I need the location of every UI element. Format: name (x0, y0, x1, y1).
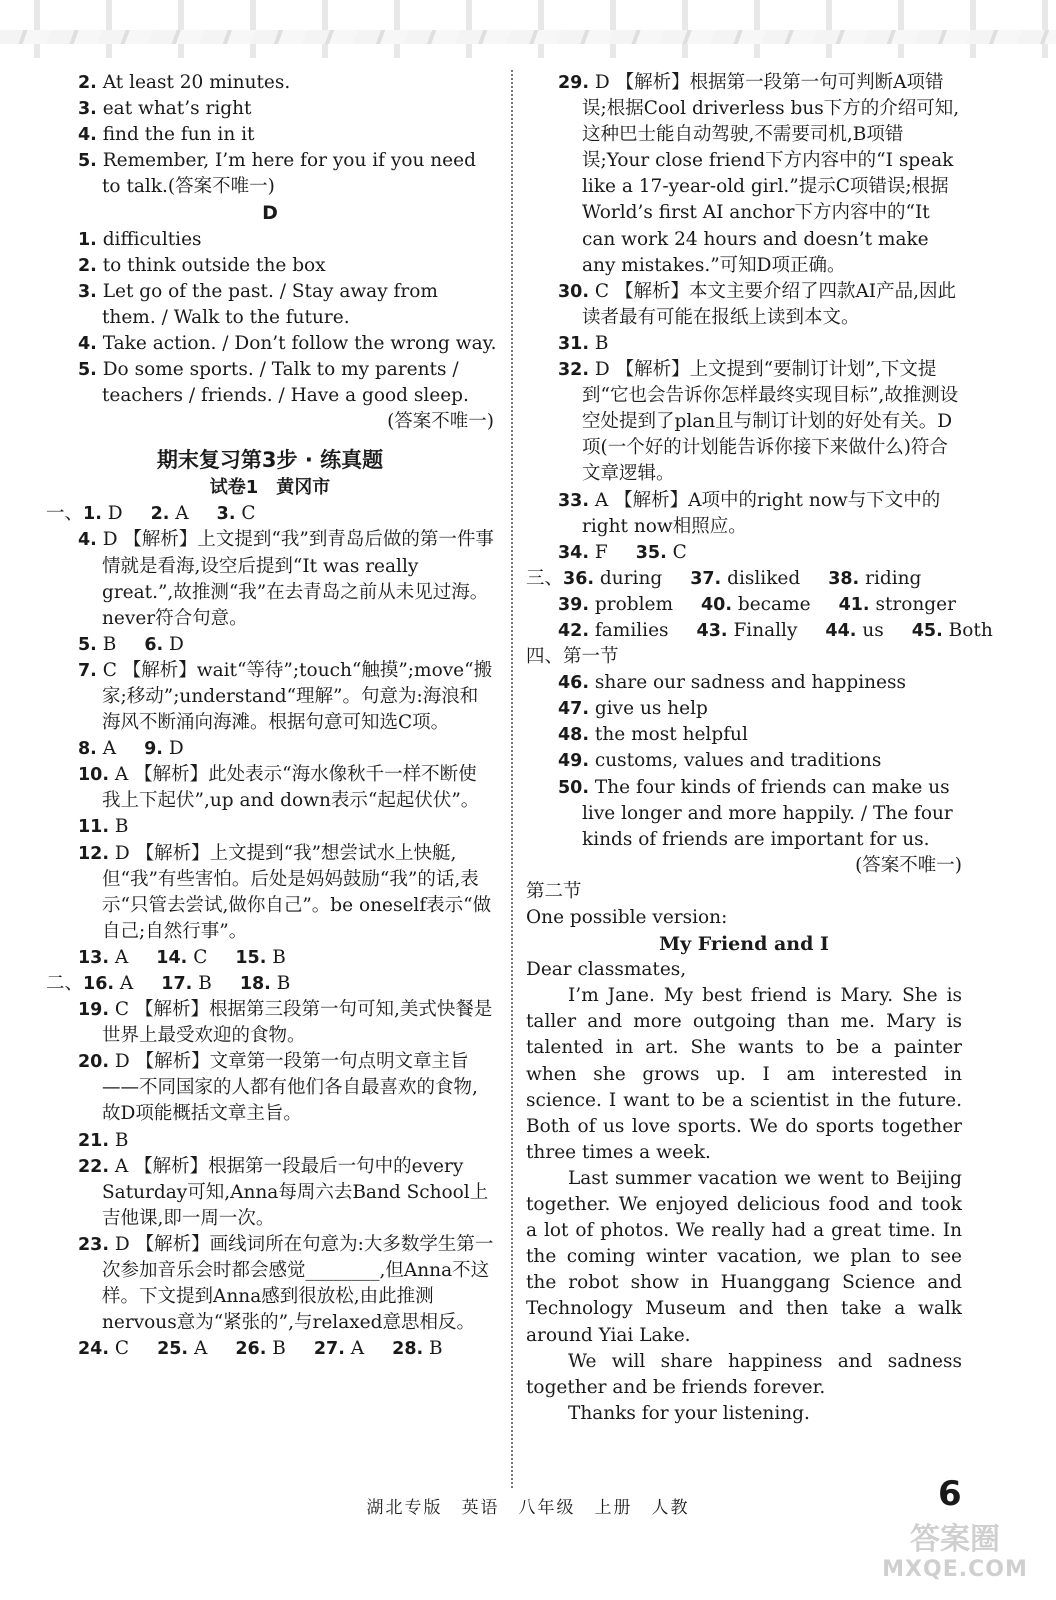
column-divider (511, 70, 513, 1488)
answer-explanation: 30. C 【解析】本文主要介绍了四款AI产品,因此读者最有可能在报纸上读到本文。 (558, 280, 956, 328)
part-label: 四、第一节 (526, 646, 619, 668)
answer-explanation: 23. D 【解析】画线词所在句意为:大多数学生第一次参加音乐会时都会感觉________,但Anna不这样。下文提到Anna感到很放松,由此推测nervous意为“紧张的”,与relaxed意思相反。 (78, 1233, 494, 1334)
answer-row: 34. F 35. C (558, 541, 687, 563)
essay-paragraph: Last summer vacation we went to Beijing together. We enjoyed delicious food and took a lot of photos. We really had a great time. In the coming winter vacation, we plan to see the robot show in Huanggang Science and Technology Museum and then take a walk around Yiai Lake. (526, 1167, 962, 1346)
answer-item: 46. share our sadness and happiness (558, 672, 906, 694)
answer-explanation: 32. D 【解析】上文提到“要制订计划”,下文提到“它也会告诉你怎样最终实现目标”,故推测设空处提到了plan且与制订计划的好处有关。D项(一个好的计划能告诉你接下来做什么)符合文章逻辑。 (558, 359, 959, 485)
page-number: 6 (938, 1474, 962, 1514)
answer-row: 24. C 25. A 26. B 27. A 28. B (78, 1338, 443, 1360)
answer-explanation: 29. D 【解析】根据第一段第一句可判断A项错误;根据Cool driverless bus下方的介绍可知,这种巴士能自动驾驶,不需要司机,B项错误;Your close friend下方内容中的“I speak like a 17-year-old girl.”提示C项错误;根据World’s first AI anchor下方内容中的“It can work 24 hours and doesn’t make any mistakes.”可知D项正确。 (558, 72, 960, 276)
answer-item: 31. B (558, 332, 609, 354)
answer-item: 3. eat what’s right (78, 98, 252, 120)
answer-item: 2. to think outside the box (78, 254, 326, 276)
watermark (860, 1522, 1050, 1595)
answer-item: 3. Let go of the past. / Stay away from them. / Walk to the future. (78, 280, 438, 328)
watermark-title: 答案圈 (910, 1522, 1000, 1557)
answer-row: 二、16. A 17. B 18. B (46, 973, 291, 994)
answer-row: 39. problem 40. became 41. stronger (558, 593, 956, 615)
answer-explanation: 19. C 【解析】根据第三段第一句可知,美式快餐是世界上最受欢迎的食物。 (78, 999, 493, 1047)
answer-item: 4. find the fun in it (78, 124, 255, 146)
answer-explanation: 12. D 【解析】上文提到“我”想尝试水上快艇,但“我”有些害怕。后处是妈妈鼓励“我”的话,表示“只管去尝试,做你自己”。be oneself表示“做自己;自然行事”。 (78, 842, 492, 942)
answer-row: 8. A 9. D (78, 738, 184, 760)
answer-item: 2. At least 20 minutes. (78, 72, 291, 93)
answer-note: (答案不唯一) (855, 854, 962, 876)
answer-explanation: 4. D 【解析】上文提到“我”到青岛后做的第一件事情就是看海,设空后提到“It was really great.”,故推测“我”在去青岛之前从未见过海。never符合句意。 (78, 529, 494, 629)
essay-paragraph: I’m Jane. My best friend is Mary. She is taller and more outgoing than me. Mary is talented in art. She wants to be a painter when she grows up. I am interested in science. I want to be a scientist in the future. Both of us love sports. We do sports together three times a week. (526, 985, 962, 1163)
answer-explanation: 20. D 【解析】文章第一段第一句点明文章主旨——不同国家的人都有他们各自最喜欢的食物,故D项能概括文章主旨。 (78, 1051, 478, 1125)
essay-title: My Friend and I (659, 933, 829, 956)
left-column (46, 70, 497, 1362)
answer-explanation: 33. A 【解析】A项中的right now与下文中的right now相照应。 (558, 489, 941, 537)
answer-item: 48. the most helpful (558, 724, 748, 746)
part-label: 二、 (46, 973, 84, 994)
answer-item: 50. The four kinds of friends can make us live longer and more happily. / The four kinds of friends are important for us. (558, 776, 953, 850)
answer-item: 11. B (78, 816, 129, 838)
answer-item: 4. Take action. / Don’t follow the wrong way. (78, 332, 497, 354)
answer-item: 47. give us help (558, 698, 708, 720)
answer-item: 5. Do some sports. / Talk to my parents / teachers / friends. / Have a good sleep. (78, 359, 469, 407)
page-footer: 湖北专版 英语 八年级 上册 人教 (366, 1498, 690, 1518)
answer-row: 一、1. D 2. A 3. C (46, 503, 256, 525)
part-label: 三、 (526, 567, 564, 589)
answer-explanation: 10. A 【解析】此处表示“海水像秋千一样不断使我上下起伏”,up and down表示“起起伏伏”。 (78, 764, 480, 812)
answer-item: 5. Remember, I’m here for you if you need to talk.(答案不唯一) (78, 150, 476, 198)
section-label: 第二节 (526, 880, 582, 902)
answer-row: 13. A 14. C 15. B (78, 946, 286, 968)
right-column (526, 70, 993, 1427)
top-decorative-band (0, 0, 1056, 58)
part-label: 一、 (46, 503, 84, 525)
version-label: One possible version: (526, 907, 728, 928)
answer-row: 42. families 43. Finally 44. us 45. Both (558, 619, 993, 641)
answer-row: 三、36. during 37. disliked 38. riding (526, 567, 922, 589)
answer-note: (答案不唯一) (387, 411, 494, 433)
essay-salutation: Dear classmates, (526, 959, 687, 981)
section-letter-d: D (262, 202, 278, 225)
essay-paragraph: We will share happiness and sadness together and be friends forever. (526, 1350, 962, 1398)
essay-paragraph: Thanks for your listening. (568, 1402, 810, 1424)
answer-explanation: 22. A 【解析】根据第一段最后一句中的every Saturday可知,Anna每周六去Band School上吉他课,即一周一次。 (78, 1155, 489, 1229)
section-heading: 期末复习第3步 · 练真题 (156, 448, 384, 473)
answer-item: 49. customs, values and traditions (558, 750, 882, 772)
answer-row: 5. B 6. D (78, 633, 184, 655)
answer-explanation: 7. C 【解析】wait“等待”;touch“触摸”;move“搬家;移动”;understand“理解”。句意为:海浪和海风不断涌向海滩。根据句意可知选C项。 (78, 659, 493, 734)
answer-item: 1. difficulties (78, 228, 202, 250)
answer-item: 21. B (78, 1129, 129, 1151)
paper-subheading: 试卷1 黄冈市 (209, 477, 331, 499)
watermark-url: MXQE.COM (882, 1557, 1028, 1582)
